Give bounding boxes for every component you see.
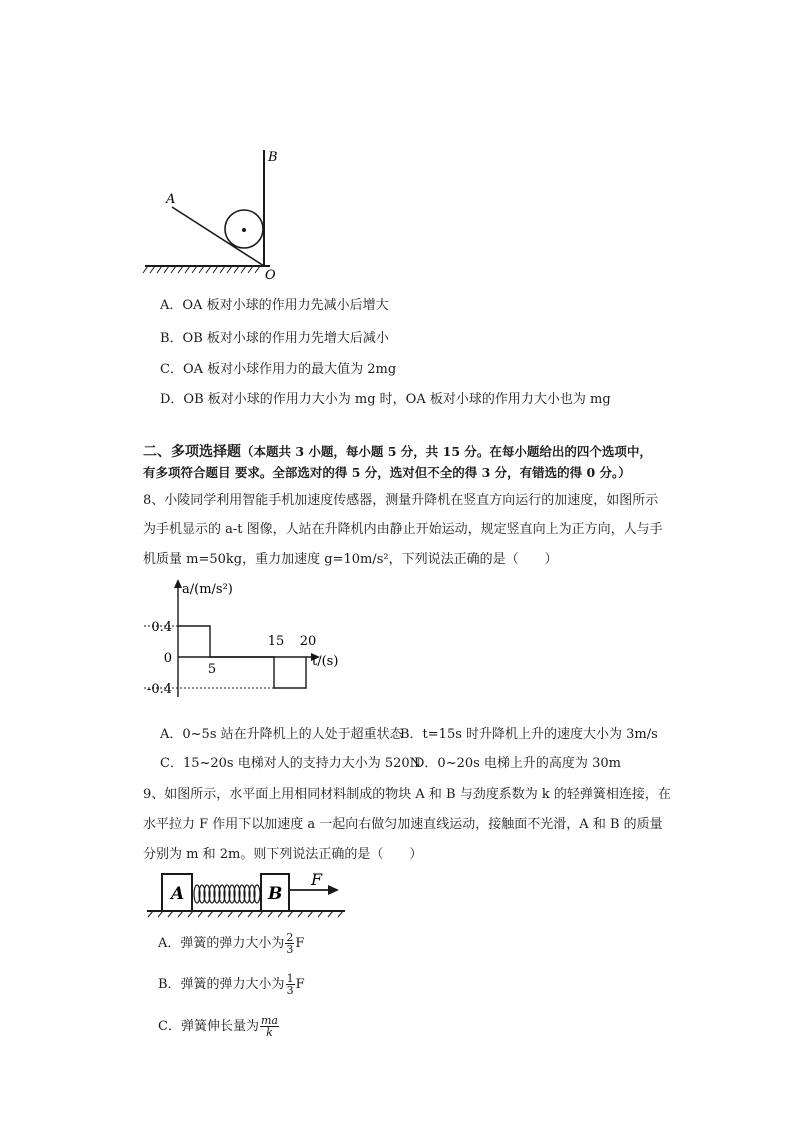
label-a: A [166, 192, 176, 207]
q9-option-b-suffix: F [295, 977, 305, 992]
q8-option-d: D．0~20s 电梯上升的高度为 30m [414, 756, 621, 771]
q9-option-b-prefix: B．弹簧的弹力大小为 [158, 977, 285, 992]
q9-option-c-prefix: C．弹簧伸长量为 [158, 1019, 259, 1034]
q8-option-a: A．0~5s 站在升降机上的人处于超重状态 [160, 727, 403, 742]
q9-option-a-prefix: A．弹簧的弹力大小为 [158, 936, 285, 951]
section-title: 二、多项选择题 [143, 444, 241, 460]
q9-option-a-suffix: F [295, 936, 305, 951]
q9-stem-line1: 9、如图所示，水平面上用相同材料制成的物块 A 和 B 与劲度系数为 k 的轻弹簧相连接，在 [143, 787, 671, 802]
q8-stem-line3: 机质量 m=50kg，重力加速度 g=10m/s²，下列说法正确的是（ ） [143, 552, 558, 567]
section-heading [143, 441, 652, 461]
fraction [285, 932, 294, 955]
q7-option-d: D．OB 板对小球的作用力大小为 mg 时，OA 板对小球的作用力大小也为 mg [160, 392, 611, 407]
fraction-num: ma [260, 1014, 278, 1027]
fraction [260, 1015, 279, 1038]
q8-option-c: C．15~20s 电梯对人的支持力大小为 520N [160, 756, 422, 771]
section-note-line2: 有多项符合题目 要求。全部选对的得 5 分，选对但不全的得 3 分，有错选的得 0 分。） [143, 465, 631, 480]
fraction-num: 1 [286, 972, 294, 985]
x-axis-label: t/(s) [312, 654, 339, 669]
y-tick-label: 0.4 [151, 620, 172, 635]
fraction [286, 973, 295, 996]
fraction-den: 3 [286, 984, 294, 997]
board-oa [172, 207, 264, 266]
fraction-den: 3 [286, 943, 294, 956]
q8-stem-line2: 为手机显示的 a-t 图像，人站在升降机内由静止开始运动，规定竖直向上为正方向，人与手 [143, 522, 663, 537]
label-b: B [268, 884, 283, 904]
q8-option-b: B．t=15s 时升降机上升的速度大小为 3m/s [400, 727, 658, 742]
x-tick-label: 5 [207, 662, 217, 677]
label-o: O [265, 268, 276, 283]
y-axis-label: a/(m/s²) [182, 582, 233, 597]
label-b: B [268, 150, 278, 165]
at-chart [140, 575, 350, 705]
label-f: F [311, 870, 323, 889]
q9-option-c [158, 1015, 280, 1038]
q7-figure [140, 145, 290, 285]
q9-stem-line2: 水平拉力 F 作用下以加速度 a 一起向右做匀加速直线运动，接触面不光滑，A 和 B 的质量 [143, 817, 663, 832]
x-tick-label: 20 [299, 634, 317, 649]
q9-figure [145, 868, 355, 918]
label-a: A [171, 884, 185, 904]
y-tick-label: 0 [163, 651, 172, 666]
q9-option-b [158, 973, 305, 996]
q9-stem-line3: 分别为 m 和 2m。则下列说法正确的是（ ） [143, 847, 423, 862]
q7-option-c: C．OA 板对小球作用力的最大值为 2mg [160, 362, 397, 377]
fraction-den: k [266, 1026, 273, 1039]
q8-stem-line1: 8、小陵同学利用智能手机加速度传感器，测量升降机在竖直方向运行的加速度，如图所示 [143, 493, 659, 508]
q9-option-a [158, 932, 304, 955]
y-axis-arrow [174, 579, 182, 588]
spring [194, 885, 260, 903]
fraction-num: 2 [286, 931, 294, 944]
y-tick-label: -0.4 [146, 682, 172, 697]
x-tick-label: 15 [267, 634, 285, 649]
section-note-line1: （本题共 3 小题，每小题 5 分，共 15 分。在每小题给出的四个选项中， [241, 444, 652, 459]
q7-option-b: B．OB 板对小球的作用力先增大后减小 [160, 331, 389, 346]
q7-option-a: A．OA 板对小球的作用力先减小后增大 [160, 298, 389, 313]
